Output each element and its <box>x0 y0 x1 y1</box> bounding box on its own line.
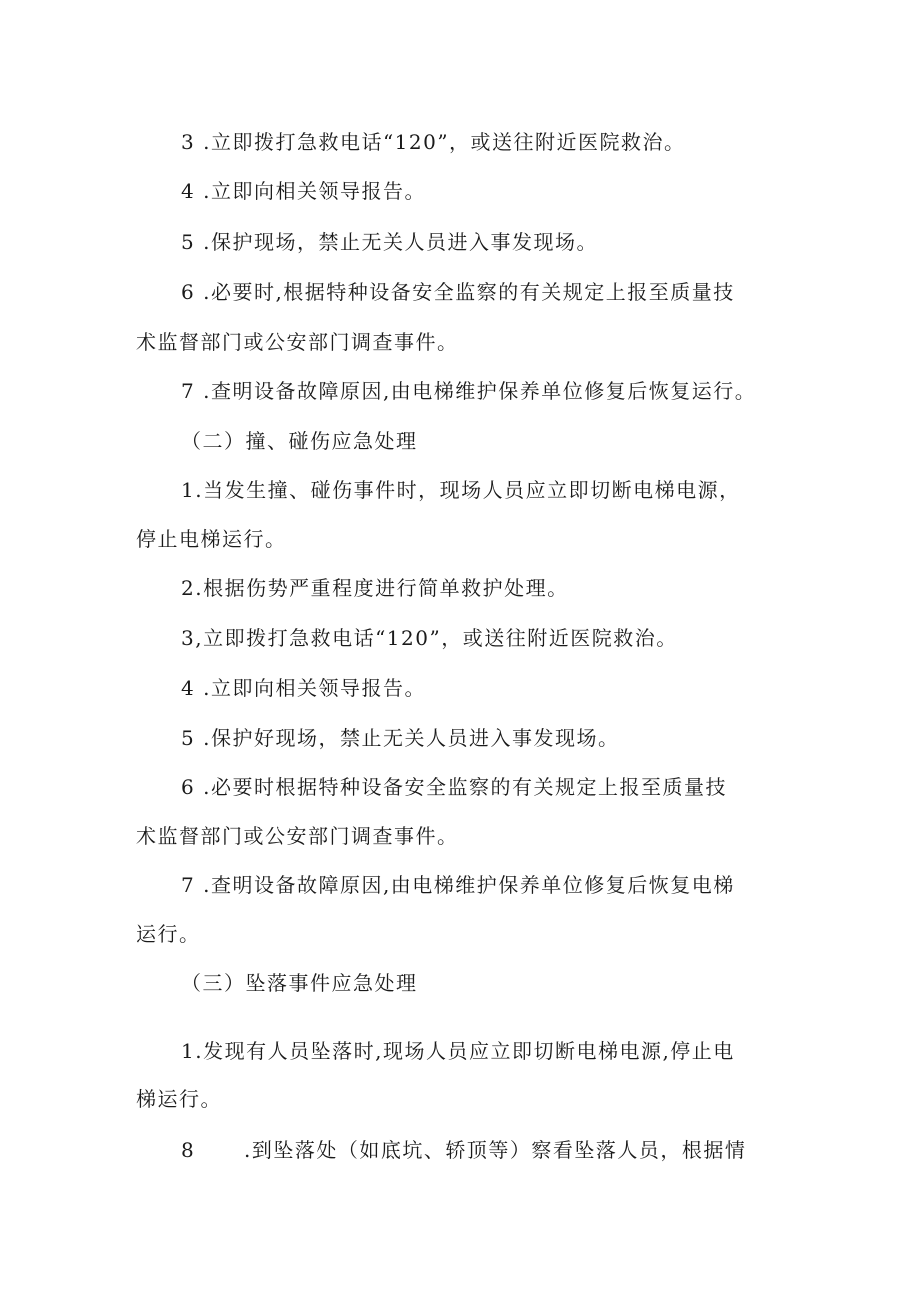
collision-item-1: 1.当发生撞、碰伤事件时，现场人员应立即切断电梯电源， <box>181 478 741 502</box>
section-heading-fall: （三）坠落事件应急处理 <box>181 971 418 995</box>
collision-item-3: 3,立即拨打急救电话“120”，或送往附近医院救治。 <box>181 626 678 650</box>
list-item-6-report-authorities: 6 .必要时,根据特种设备安全监察的有关规定上报至质量技 <box>181 280 735 304</box>
collision-item-5: 5 .保护好现场，禁止无关人员进入事发现场。 <box>181 726 620 750</box>
list-item-5-protect-scene: 5 .保护现场，禁止无关人员进入事发现场。 <box>181 230 598 254</box>
list-item-7-find-fault: 7 .查明设备故障原因,由电梯维护保养单位修复后恢复运行。 <box>181 379 757 403</box>
section-heading-collision: （二）撞、碰伤应急处理 <box>181 429 418 453</box>
collision-item-6: 6 .必要时根据特种设备安全监察的有关规定上报至质量技 <box>181 775 727 799</box>
collision-item-2: 2.根据伤势严重程度进行简单救护处理。 <box>181 576 569 600</box>
list-item-3-call-emergency: 3 .立即拨打急救电话“120”，或送往附近医院救治。 <box>181 130 686 154</box>
list-item-6-continuation: 术监督部门或公安部门调查事件。 <box>136 330 459 354</box>
fall-item-text: .到坠落处（如底坑、轿顶等）察看坠落人员，根据情 <box>244 1138 747 1162</box>
collision-item-7: 7 .查明设备故障原因,由电梯维护保养单位修复后恢复电梯 <box>181 873 735 897</box>
collision-item-6-continuation: 术监督部门或公安部门调查事件。 <box>136 824 459 848</box>
collision-item-1-continuation: 停止电梯运行。 <box>136 527 287 551</box>
fall-item-1-continuation: 梯运行。 <box>136 1087 222 1111</box>
list-item-4-report-leaders: 4 .立即向相关领导报告。 <box>181 179 426 203</box>
collision-item-4: 4 .立即向相关领导报告。 <box>181 676 426 700</box>
fall-item-number: 8 <box>181 1138 196 1162</box>
collision-item-7-continuation: 运行。 <box>136 922 201 946</box>
fall-item-1: 1.发现有人员坠落时,现场人员应立即切断电梯电源,停止电 <box>181 1039 735 1063</box>
